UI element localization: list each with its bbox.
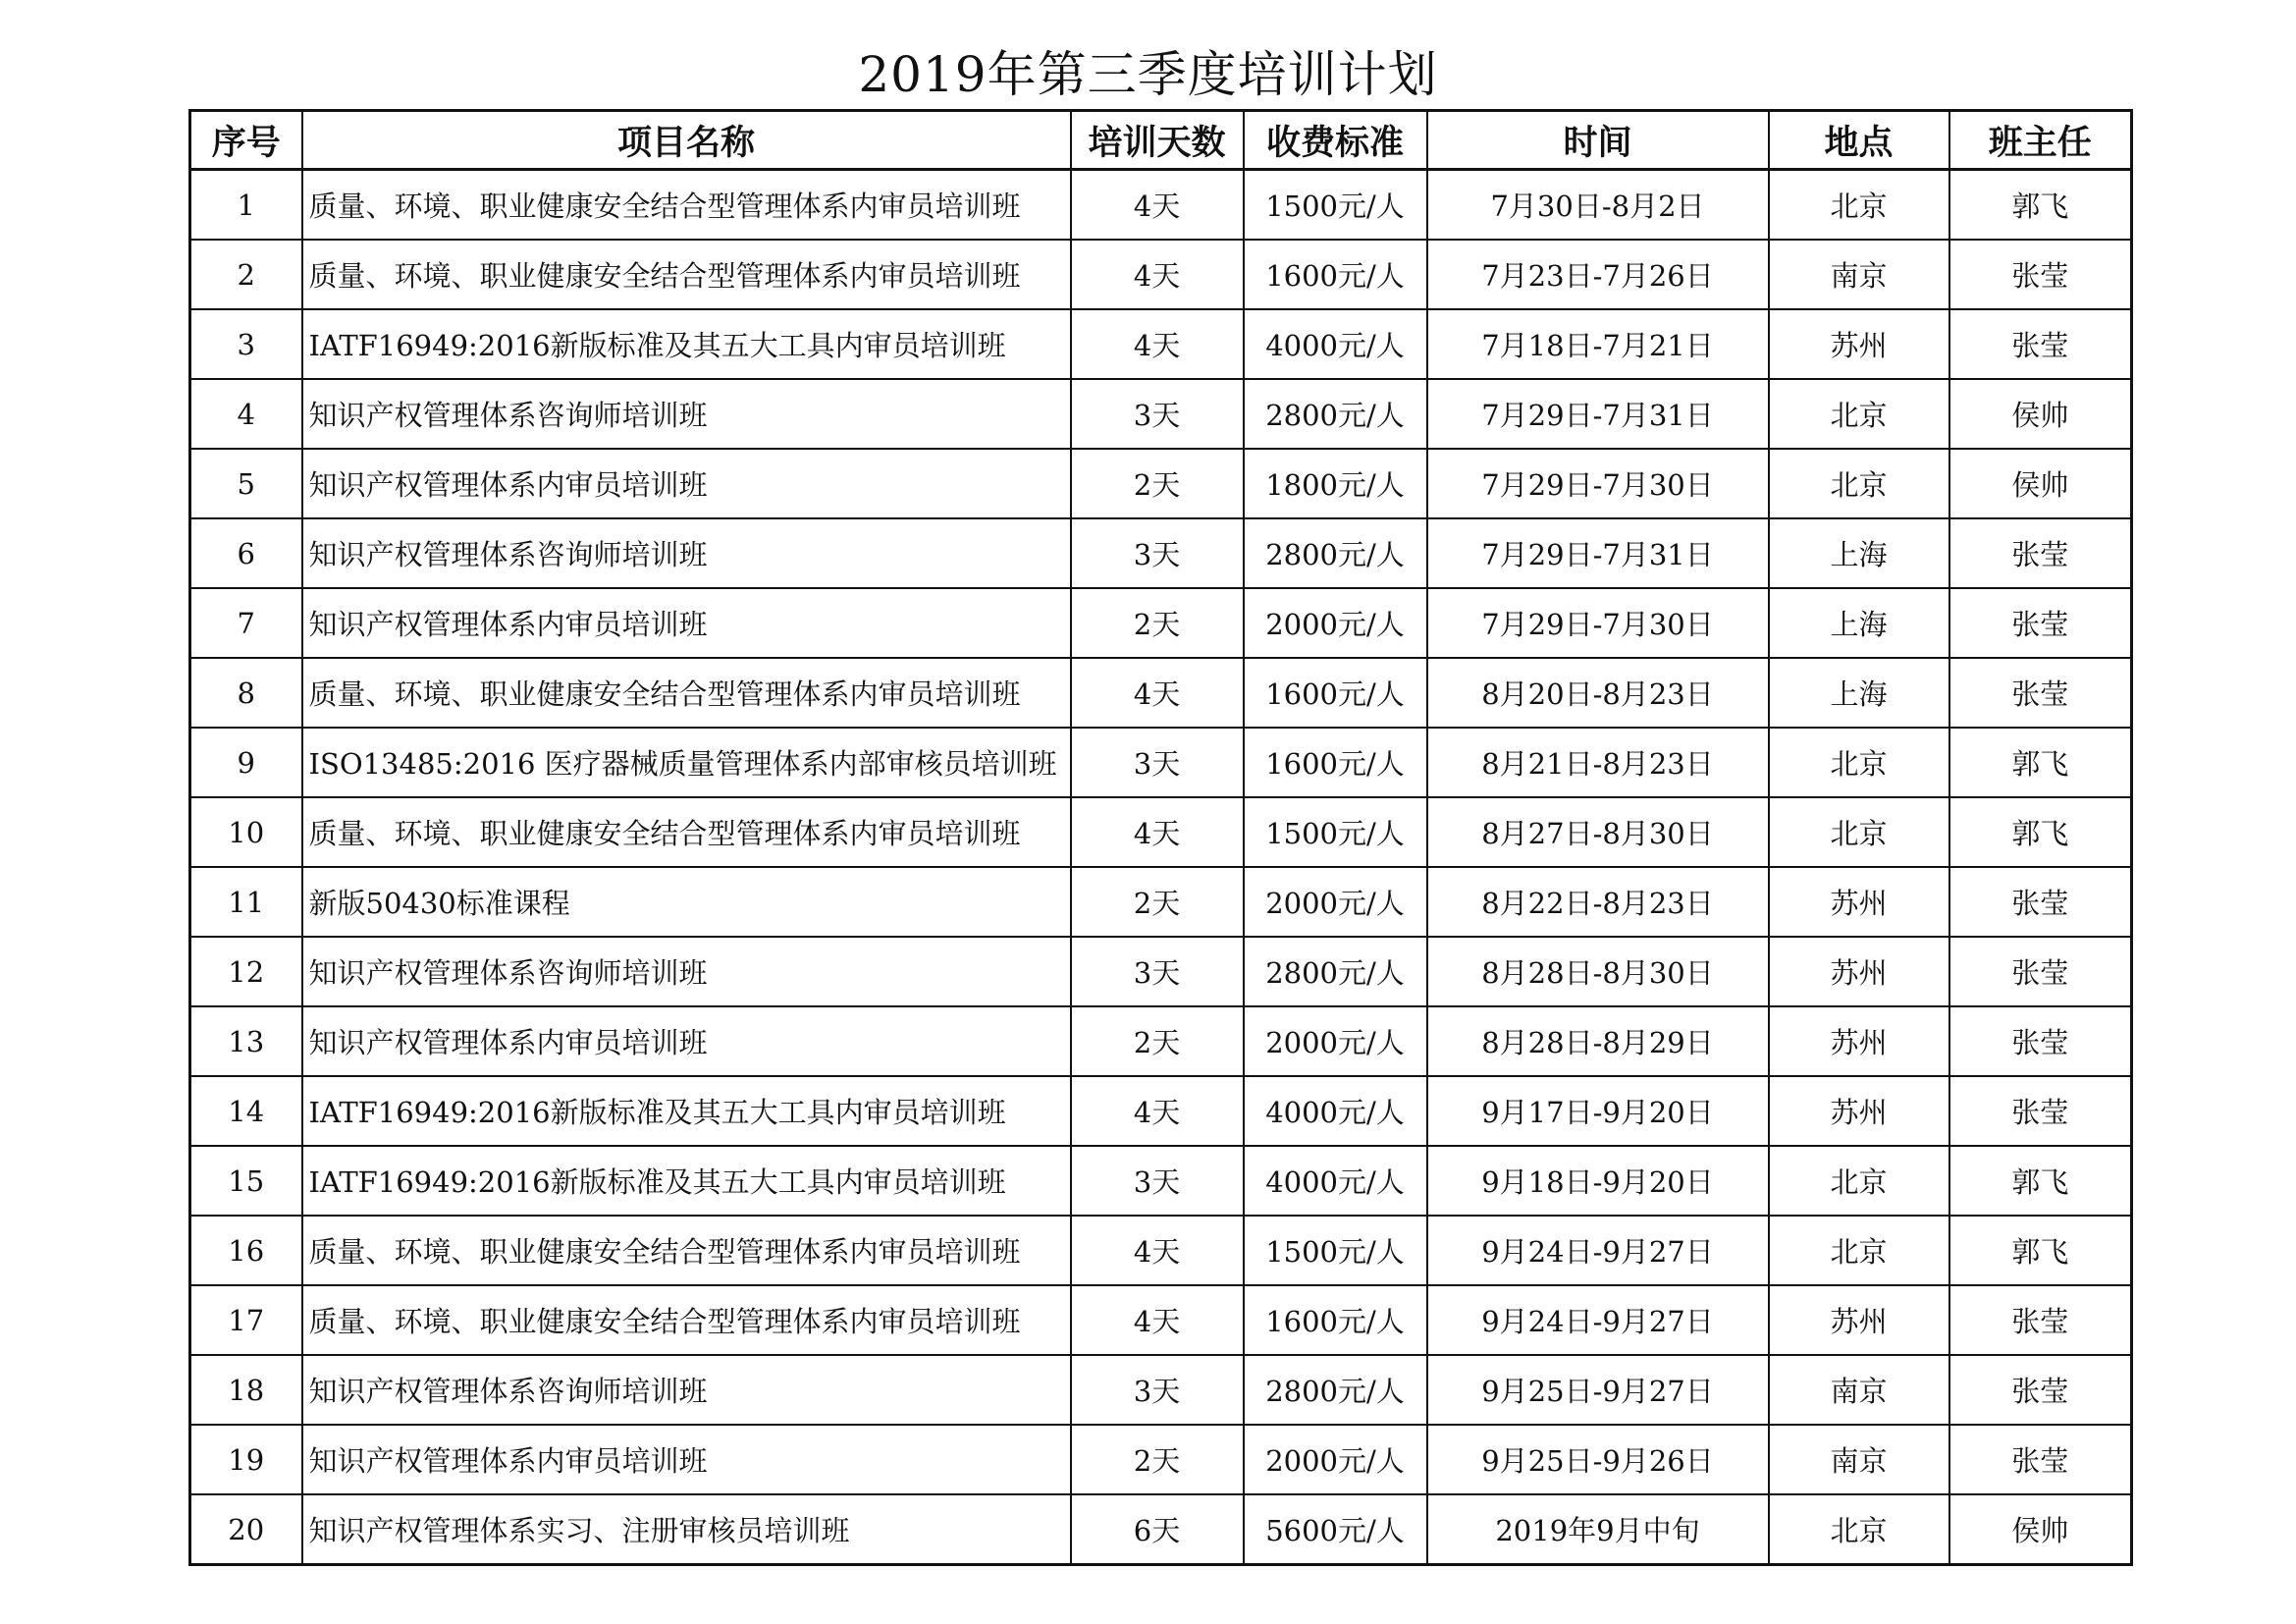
cell-location: 北京 bbox=[1769, 170, 1949, 241]
cell-name: 知识产权管理体系咨询师培训班 bbox=[302, 937, 1071, 1006]
cell-name: 质量、环境、职业健康安全结合型管理体系内审员培训班 bbox=[302, 240, 1071, 309]
table-row bbox=[190, 658, 2132, 728]
cell-name: 质量、环境、职业健康安全结合型管理体系内审员培训班 bbox=[302, 1216, 1071, 1285]
cell-index: 1 bbox=[190, 170, 302, 241]
table-row bbox=[190, 1076, 2132, 1146]
cell-days: 3天 bbox=[1071, 728, 1244, 797]
header-fee: 收费标准 bbox=[1244, 111, 1427, 170]
cell-index: 2 bbox=[190, 240, 302, 309]
cell-index: 19 bbox=[190, 1425, 302, 1494]
header-days: 培训天数 bbox=[1071, 111, 1244, 170]
cell-time: 8月20日-8月23日 bbox=[1427, 658, 1769, 728]
cell-name: 知识产权管理体系咨询师培训班 bbox=[302, 1355, 1071, 1425]
cell-leader: 郭飞 bbox=[1949, 728, 2132, 797]
cell-time: 8月28日-8月30日 bbox=[1427, 937, 1769, 1006]
cell-fee: 4000元/人 bbox=[1244, 1076, 1427, 1146]
cell-leader: 郭飞 bbox=[1949, 170, 2132, 241]
cell-days: 2天 bbox=[1071, 1425, 1244, 1494]
cell-name: ISO13485:2016 医疗器械质量管理体系内部审核员培训班 bbox=[302, 728, 1071, 797]
cell-days: 2天 bbox=[1071, 449, 1244, 518]
cell-location: 苏州 bbox=[1769, 1076, 1949, 1146]
cell-days: 3天 bbox=[1071, 1146, 1244, 1216]
cell-time: 9月24日-9月27日 bbox=[1427, 1216, 1769, 1285]
header-leader: 班主任 bbox=[1949, 111, 2132, 170]
cell-name: 知识产权管理体系咨询师培训班 bbox=[302, 379, 1071, 449]
cell-days: 4天 bbox=[1071, 170, 1244, 241]
cell-fee: 4000元/人 bbox=[1244, 1146, 1427, 1216]
cell-fee: 2000元/人 bbox=[1244, 1425, 1427, 1494]
cell-time: 9月24日-9月27日 bbox=[1427, 1285, 1769, 1355]
cell-location: 北京 bbox=[1769, 1146, 1949, 1216]
cell-days: 4天 bbox=[1071, 1216, 1244, 1285]
cell-index: 17 bbox=[190, 1285, 302, 1355]
cell-name: 质量、环境、职业健康安全结合型管理体系内审员培训班 bbox=[302, 797, 1071, 867]
cell-index: 12 bbox=[190, 937, 302, 1006]
cell-index: 18 bbox=[190, 1355, 302, 1425]
cell-days: 4天 bbox=[1071, 1076, 1244, 1146]
cell-fee: 1600元/人 bbox=[1244, 240, 1427, 309]
cell-index: 20 bbox=[190, 1494, 302, 1565]
cell-name: IATF16949:2016新版标准及其五大工具内审员培训班 bbox=[302, 309, 1071, 379]
table-row bbox=[190, 449, 2132, 518]
cell-fee: 5600元/人 bbox=[1244, 1494, 1427, 1565]
cell-fee: 2000元/人 bbox=[1244, 867, 1427, 937]
cell-fee: 2800元/人 bbox=[1244, 379, 1427, 449]
cell-location: 北京 bbox=[1769, 449, 1949, 518]
cell-leader: 侯帅 bbox=[1949, 379, 2132, 449]
cell-index: 13 bbox=[190, 1006, 302, 1076]
cell-index: 8 bbox=[190, 658, 302, 728]
cell-location: 苏州 bbox=[1769, 1006, 1949, 1076]
cell-index: 7 bbox=[190, 588, 302, 658]
cell-time: 9月18日-9月20日 bbox=[1427, 1146, 1769, 1216]
cell-leader: 郭飞 bbox=[1949, 1216, 2132, 1285]
table-row bbox=[190, 1355, 2132, 1425]
cell-leader: 张莹 bbox=[1949, 1425, 2132, 1494]
cell-days: 4天 bbox=[1071, 1285, 1244, 1355]
table-row bbox=[190, 1494, 2132, 1565]
table-row bbox=[190, 588, 2132, 658]
cell-days: 4天 bbox=[1071, 309, 1244, 379]
cell-leader: 张莹 bbox=[1949, 937, 2132, 1006]
header-time: 时间 bbox=[1427, 111, 1769, 170]
cell-name: 知识产权管理体系内审员培训班 bbox=[302, 588, 1071, 658]
cell-fee: 1500元/人 bbox=[1244, 1216, 1427, 1285]
cell-leader: 张莹 bbox=[1949, 658, 2132, 728]
cell-leader: 张莹 bbox=[1949, 1285, 2132, 1355]
cell-leader: 侯帅 bbox=[1949, 1494, 2132, 1565]
cell-time: 7月18日-7月21日 bbox=[1427, 309, 1769, 379]
table-row bbox=[190, 1285, 2132, 1355]
table-row bbox=[190, 170, 2132, 241]
cell-time: 9月25日-9月26日 bbox=[1427, 1425, 1769, 1494]
cell-time: 9月17日-9月20日 bbox=[1427, 1076, 1769, 1146]
cell-fee: 4000元/人 bbox=[1244, 309, 1427, 379]
cell-index: 5 bbox=[190, 449, 302, 518]
cell-name: 知识产权管理体系实习、注册审核员培训班 bbox=[302, 1494, 1071, 1565]
cell-days: 2天 bbox=[1071, 588, 1244, 658]
cell-leader: 张莹 bbox=[1949, 240, 2132, 309]
cell-location: 上海 bbox=[1769, 588, 1949, 658]
cell-location: 北京 bbox=[1769, 1494, 1949, 1565]
cell-location: 苏州 bbox=[1769, 937, 1949, 1006]
cell-index: 9 bbox=[190, 728, 302, 797]
table-row bbox=[190, 867, 2132, 937]
cell-fee: 2800元/人 bbox=[1244, 937, 1427, 1006]
cell-days: 4天 bbox=[1071, 658, 1244, 728]
cell-location: 北京 bbox=[1769, 797, 1949, 867]
table-header-row bbox=[190, 111, 2132, 170]
header-location: 地点 bbox=[1769, 111, 1949, 170]
cell-index: 14 bbox=[190, 1076, 302, 1146]
cell-index: 15 bbox=[190, 1146, 302, 1216]
cell-days: 4天 bbox=[1071, 240, 1244, 309]
cell-days: 6天 bbox=[1071, 1494, 1244, 1565]
cell-leader: 张莹 bbox=[1949, 588, 2132, 658]
cell-location: 南京 bbox=[1769, 1355, 1949, 1425]
cell-name: 质量、环境、职业健康安全结合型管理体系内审员培训班 bbox=[302, 170, 1071, 241]
cell-index: 11 bbox=[190, 867, 302, 937]
cell-location: 上海 bbox=[1769, 658, 1949, 728]
cell-name: IATF16949:2016新版标准及其五大工具内审员培训班 bbox=[302, 1076, 1071, 1146]
cell-time: 7月23日-7月26日 bbox=[1427, 240, 1769, 309]
cell-name: 知识产权管理体系内审员培训班 bbox=[302, 1425, 1071, 1494]
cell-leader: 郭飞 bbox=[1949, 797, 2132, 867]
header-index: 序号 bbox=[190, 111, 302, 170]
cell-location: 北京 bbox=[1769, 379, 1949, 449]
cell-name: 质量、环境、职业健康安全结合型管理体系内审员培训班 bbox=[302, 1285, 1071, 1355]
table-row bbox=[190, 1006, 2132, 1076]
cell-time: 8月22日-8月23日 bbox=[1427, 867, 1769, 937]
cell-fee: 2800元/人 bbox=[1244, 1355, 1427, 1425]
table-row bbox=[190, 240, 2132, 309]
cell-leader: 侯帅 bbox=[1949, 449, 2132, 518]
cell-leader: 张莹 bbox=[1949, 309, 2132, 379]
cell-leader: 张莹 bbox=[1949, 1355, 2132, 1425]
cell-location: 苏州 bbox=[1769, 309, 1949, 379]
table-row bbox=[190, 728, 2132, 797]
cell-fee: 1600元/人 bbox=[1244, 658, 1427, 728]
cell-days: 3天 bbox=[1071, 1355, 1244, 1425]
table-row bbox=[190, 1216, 2132, 1285]
cell-name: 知识产权管理体系咨询师培训班 bbox=[302, 518, 1071, 588]
table-row bbox=[190, 1425, 2132, 1494]
cell-fee: 1500元/人 bbox=[1244, 797, 1427, 867]
cell-days: 3天 bbox=[1071, 379, 1244, 449]
table-row bbox=[190, 518, 2132, 588]
page-title: 2019年第三季度培训计划 bbox=[858, 46, 1438, 103]
cell-location: 北京 bbox=[1769, 1216, 1949, 1285]
table-row bbox=[190, 309, 2132, 379]
table-row bbox=[190, 379, 2132, 449]
cell-index: 4 bbox=[190, 379, 302, 449]
cell-fee: 2000元/人 bbox=[1244, 1006, 1427, 1076]
cell-days: 3天 bbox=[1071, 937, 1244, 1006]
cell-name: IATF16949:2016新版标准及其五大工具内审员培训班 bbox=[302, 1146, 1071, 1216]
cell-location: 苏州 bbox=[1769, 1285, 1949, 1355]
cell-index: 3 bbox=[190, 309, 302, 379]
cell-days: 2天 bbox=[1071, 1006, 1244, 1076]
cell-time: 7月30日-8月2日 bbox=[1427, 170, 1769, 241]
cell-location: 上海 bbox=[1769, 518, 1949, 588]
cell-time: 8月27日-8月30日 bbox=[1427, 797, 1769, 867]
cell-days: 3天 bbox=[1071, 518, 1244, 588]
cell-location: 苏州 bbox=[1769, 867, 1949, 937]
cell-time: 7月29日-7月30日 bbox=[1427, 449, 1769, 518]
cell-leader: 张莹 bbox=[1949, 1076, 2132, 1146]
cell-location: 南京 bbox=[1769, 1425, 1949, 1494]
cell-time: 7月29日-7月31日 bbox=[1427, 379, 1769, 449]
cell-fee: 1800元/人 bbox=[1244, 449, 1427, 518]
cell-fee: 2800元/人 bbox=[1244, 518, 1427, 588]
cell-days: 4天 bbox=[1071, 797, 1244, 867]
cell-fee: 1600元/人 bbox=[1244, 728, 1427, 797]
cell-time: 9月25日-9月27日 bbox=[1427, 1355, 1769, 1425]
cell-time: 8月21日-8月23日 bbox=[1427, 728, 1769, 797]
cell-days: 2天 bbox=[1071, 867, 1244, 937]
cell-name: 质量、环境、职业健康安全结合型管理体系内审员培训班 bbox=[302, 658, 1071, 728]
cell-name: 知识产权管理体系内审员培训班 bbox=[302, 1006, 1071, 1076]
cell-location: 南京 bbox=[1769, 240, 1949, 309]
cell-location: 北京 bbox=[1769, 728, 1949, 797]
cell-fee: 1500元/人 bbox=[1244, 170, 1427, 241]
cell-leader: 张莹 bbox=[1949, 867, 2132, 937]
cell-index: 10 bbox=[190, 797, 302, 867]
cell-time: 8月28日-8月29日 bbox=[1427, 1006, 1769, 1076]
cell-time: 2019年9月中旬 bbox=[1427, 1494, 1769, 1565]
table-row bbox=[190, 797, 2132, 867]
cell-time: 7月29日-7月31日 bbox=[1427, 518, 1769, 588]
cell-leader: 张莹 bbox=[1949, 518, 2132, 588]
cell-leader: 张莹 bbox=[1949, 1006, 2132, 1076]
table-row bbox=[190, 937, 2132, 1006]
table-row bbox=[190, 1146, 2132, 1216]
cell-fee: 1600元/人 bbox=[1244, 1285, 1427, 1355]
cell-index: 6 bbox=[190, 518, 302, 588]
cell-name: 知识产权管理体系内审员培训班 bbox=[302, 449, 1071, 518]
cell-leader: 郭飞 bbox=[1949, 1146, 2132, 1216]
cell-fee: 2000元/人 bbox=[1244, 588, 1427, 658]
header-name: 项目名称 bbox=[302, 111, 1071, 170]
training-plan-table bbox=[188, 109, 2133, 1566]
cell-index: 16 bbox=[190, 1216, 302, 1285]
cell-time: 7月29日-7月30日 bbox=[1427, 588, 1769, 658]
cell-name: 新版50430标准课程 bbox=[302, 867, 1071, 937]
